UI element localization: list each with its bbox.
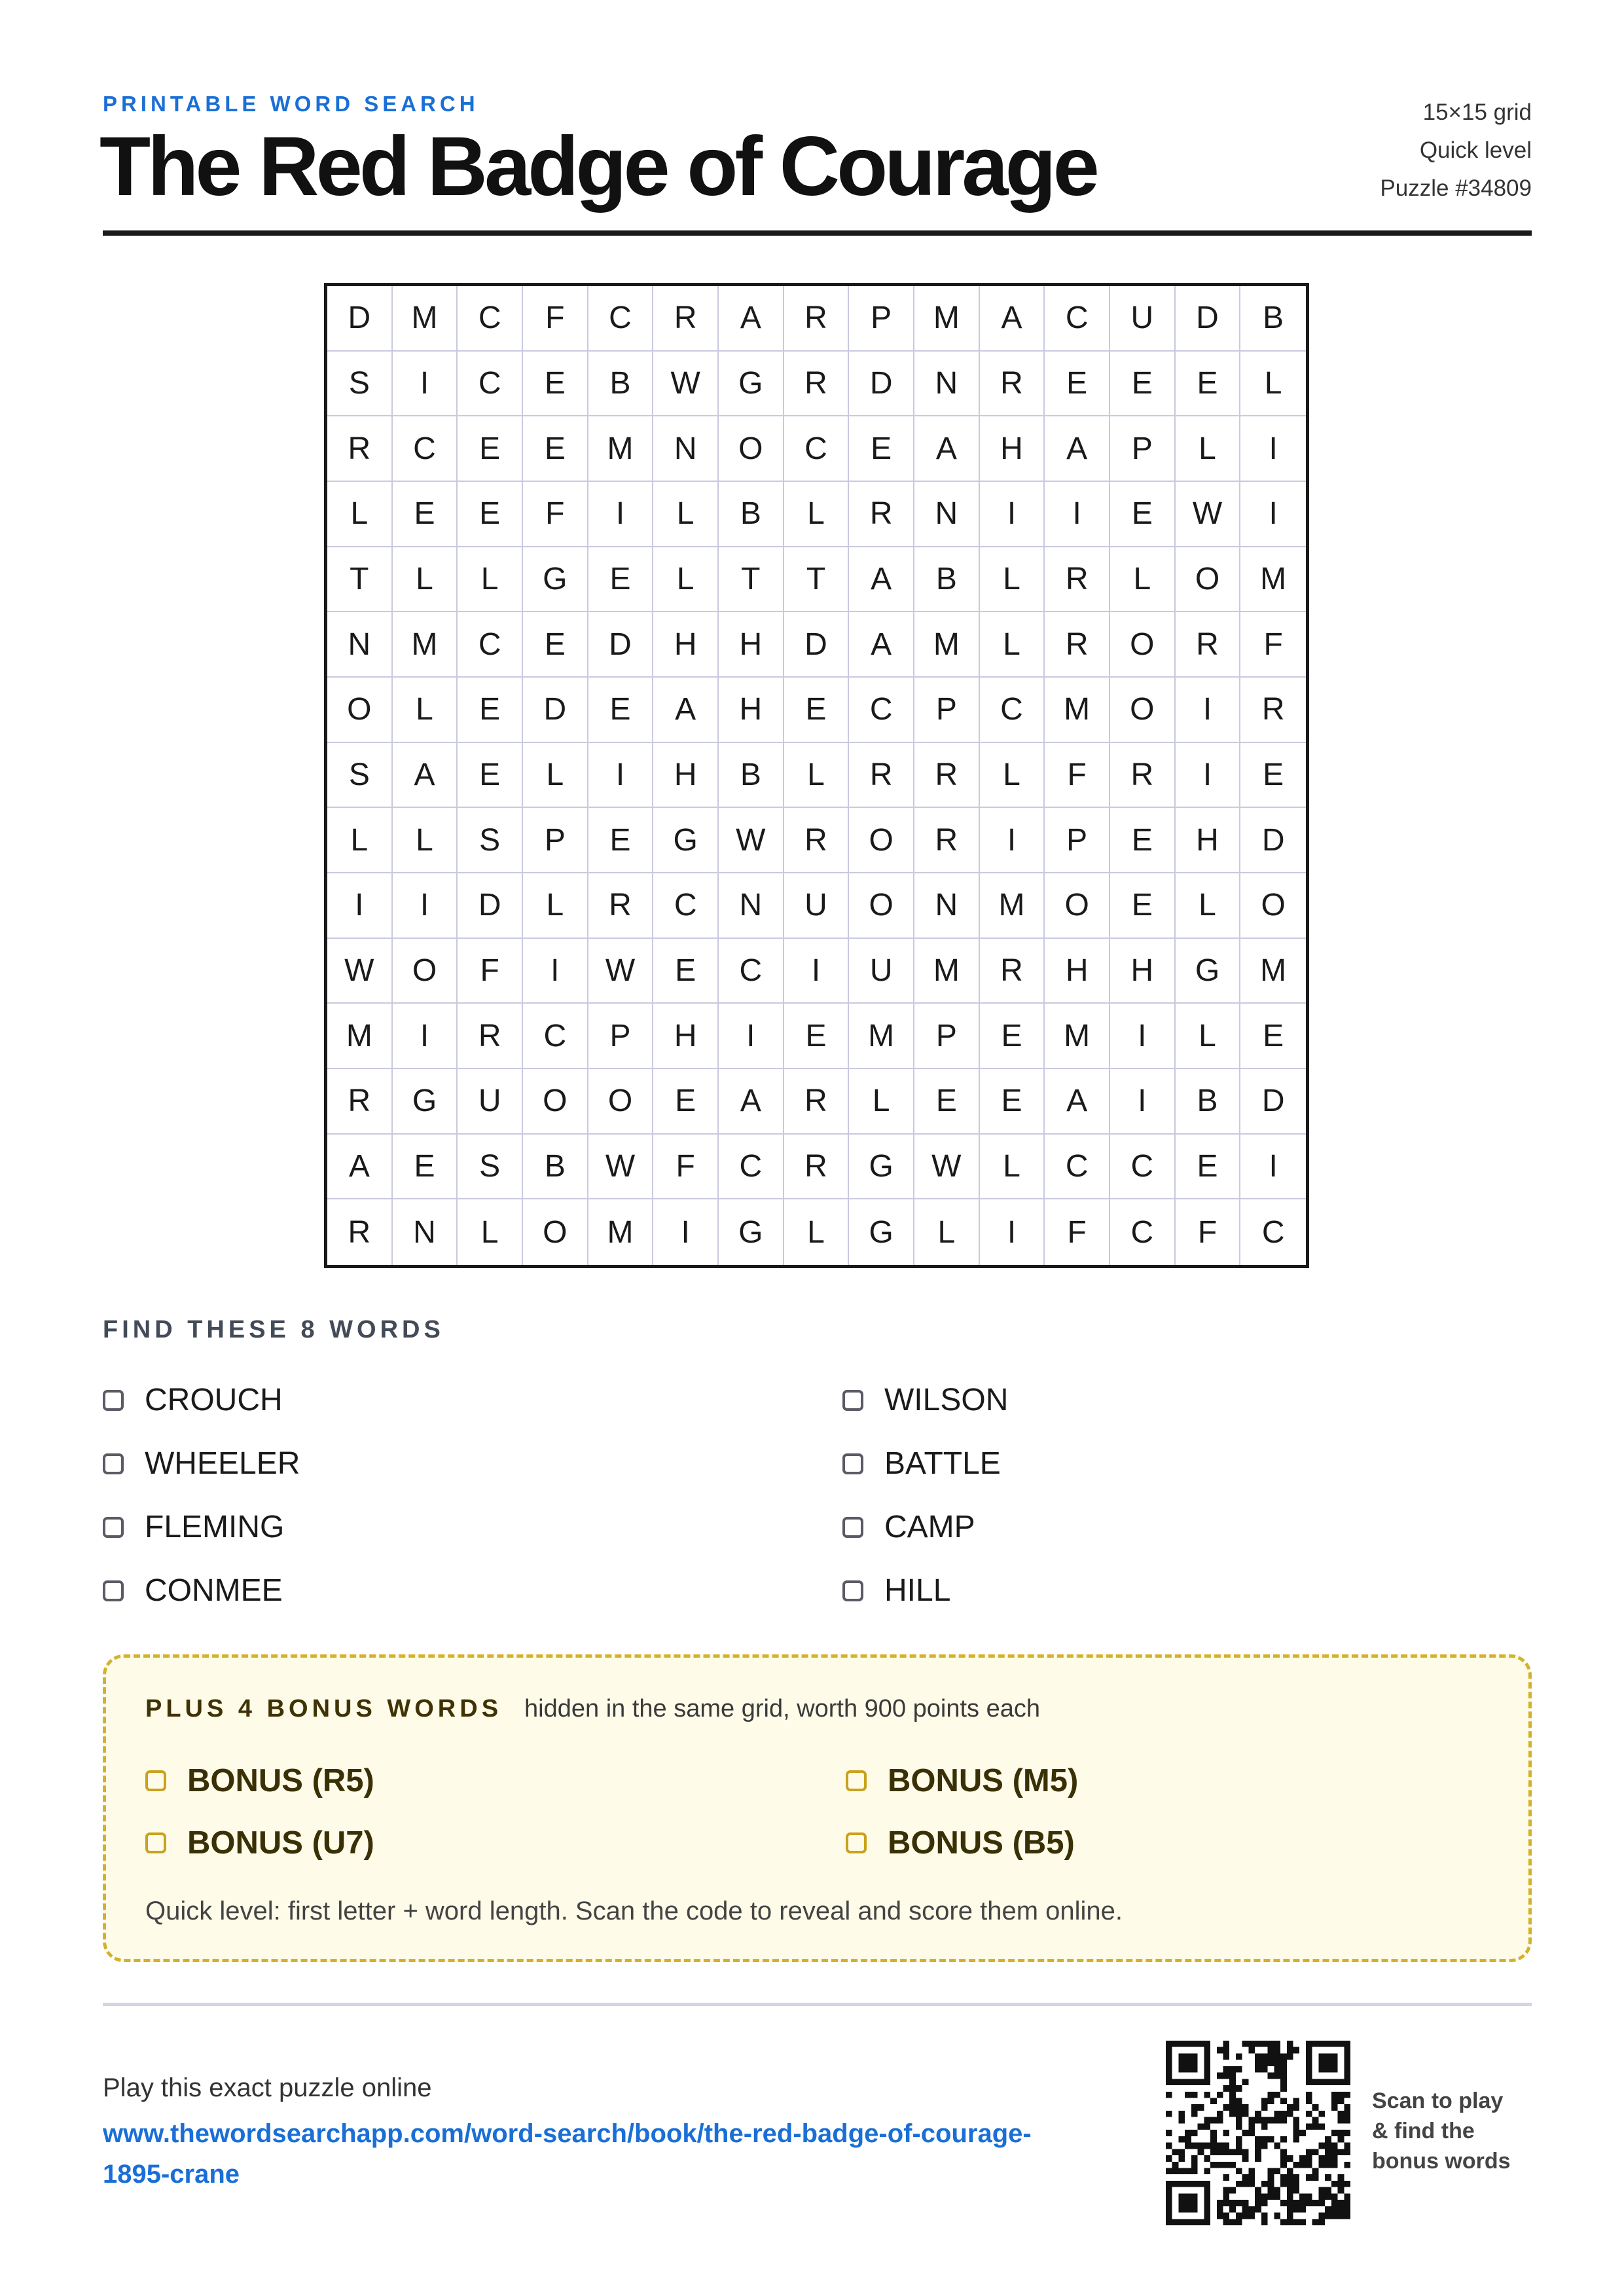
grid-cell[interactable]: R	[914, 808, 980, 873]
grid-cell[interactable]: B	[719, 743, 784, 809]
grid-cell[interactable]: H	[653, 612, 719, 678]
word-list-title: FIND THESE 8 WORDS	[103, 1316, 444, 1343]
checkbox[interactable]	[842, 1390, 863, 1411]
grid-cell[interactable]: N	[393, 1199, 458, 1265]
grid-cell[interactable]: C	[1261, 1214, 1285, 1250]
grid-cell[interactable]: R	[1176, 612, 1241, 678]
grid-cell[interactable]: W	[653, 352, 719, 417]
grid-cell[interactable]: C	[784, 416, 850, 482]
grid-cell[interactable]: S	[327, 352, 393, 417]
grid-cell[interactable]: O	[1045, 873, 1110, 939]
grid-cell[interactable]: L	[784, 482, 850, 547]
grid-cell[interactable]: C	[588, 286, 654, 352]
word-item[interactable]	[842, 1495, 1532, 1559]
grid-cell[interactable]: R	[588, 873, 654, 939]
grid-cell[interactable]: A	[653, 678, 719, 743]
bonus-word-item[interactable]	[145, 1749, 846, 1812]
grid-cell[interactable]: L	[458, 547, 523, 613]
grid-cell[interactable]: C	[458, 612, 523, 678]
grid-cell[interactable]: G	[719, 352, 784, 417]
grid-cell[interactable]: L	[1176, 416, 1241, 482]
checkbox[interactable]	[842, 1580, 863, 1601]
grid-cell[interactable]: G	[523, 547, 588, 613]
grid-cell[interactable]: R	[1045, 612, 1110, 678]
grid-cell[interactable]: M	[588, 416, 654, 482]
grid-cell[interactable]: L	[393, 678, 458, 743]
grid-cell[interactable]: N	[327, 612, 393, 678]
grid-cell[interactable]: R	[914, 743, 980, 809]
grid-cell[interactable]: E	[980, 1069, 1045, 1135]
grid-cell[interactable]: L	[1110, 547, 1176, 613]
grid-cell[interactable]: M	[588, 1199, 654, 1265]
grid-cell[interactable]: G	[653, 808, 719, 873]
bonus-word-item[interactable]	[846, 1812, 1496, 1874]
grid-cell[interactable]: H	[719, 612, 784, 678]
grid-cell[interactable]: E	[523, 612, 588, 678]
grid-cell[interactable]: F	[1045, 1199, 1110, 1265]
grid-cell[interactable]: L	[980, 547, 1045, 613]
grid-cell[interactable]: D	[523, 678, 588, 743]
grid-cell[interactable]: U	[1110, 286, 1176, 352]
level-label: Quick level	[1419, 137, 1532, 163]
grid-cell[interactable]: P	[588, 1004, 654, 1069]
grid-cell[interactable]: L	[523, 743, 588, 809]
grid-cell[interactable]: O	[1176, 547, 1241, 613]
grid-cell[interactable]: C	[458, 352, 523, 417]
grid-cell[interactable]: A	[849, 612, 914, 678]
grid-cell[interactable]: O	[849, 873, 914, 939]
grid-cell[interactable]: I	[1110, 1069, 1176, 1135]
grid-size-label: 15×15 grid	[1422, 100, 1532, 125]
grid-cell[interactable]: N	[653, 416, 719, 482]
bonus-word-item[interactable]	[145, 1812, 846, 1874]
grid-cell[interactable]: R	[327, 1199, 393, 1265]
grid-cell[interactable]: M	[393, 286, 458, 352]
grid-cell[interactable]: A	[914, 416, 980, 482]
grid-cell[interactable]: L	[1176, 1004, 1241, 1069]
grid-cell[interactable]: R	[784, 808, 850, 873]
grid-cell[interactable]: R	[784, 352, 850, 417]
grid-cell[interactable]: M	[914, 612, 980, 678]
grid-cell[interactable]: B	[1240, 286, 1306, 352]
grid-cell[interactable]: A	[393, 743, 458, 809]
grid-cell[interactable]: C	[1110, 1199, 1176, 1265]
grid-cell[interactable]: P	[914, 678, 980, 743]
grid-cell[interactable]: L	[849, 1069, 914, 1135]
word-label: CROUCH	[145, 1383, 283, 1417]
grid-cell[interactable]: L	[653, 482, 719, 547]
grid-cell[interactable]: D	[849, 352, 914, 417]
grid-cell[interactable]: A	[719, 1069, 784, 1135]
grid-cell[interactable]: O	[719, 416, 784, 482]
grid-cell[interactable]: N	[719, 873, 784, 939]
grid-cell[interactable]: E	[1240, 743, 1306, 809]
grid-cell[interactable]: F	[653, 1135, 719, 1200]
grid-cell[interactable]: H	[1176, 808, 1241, 873]
grid-cell[interactable]: I	[588, 743, 654, 809]
grid-cell[interactable]: E	[393, 1135, 458, 1200]
grid-cell[interactable]: R	[1240, 678, 1306, 743]
grid-cell[interactable]: M	[393, 612, 458, 678]
grid-cell[interactable]: R	[1045, 547, 1110, 613]
bonus-title: PLUS 4 BONUS WORDS	[145, 1695, 503, 1722]
grid-cell[interactable]: M	[849, 1004, 914, 1069]
grid-cell[interactable]: G	[1176, 939, 1241, 1004]
grid-cell[interactable]: L	[980, 1135, 1045, 1200]
footer-divider	[103, 2003, 1532, 2006]
grid-cell[interactable]: I	[1240, 1135, 1306, 1200]
grid-cell[interactable]: M	[914, 939, 980, 1004]
word-item[interactable]	[103, 1559, 842, 1622]
grid-cell[interactable]: G	[849, 1199, 914, 1265]
grid-cell[interactable]: E	[458, 678, 523, 743]
grid-cell[interactable]: E	[458, 743, 523, 809]
grid-cell[interactable]: I	[653, 1199, 719, 1265]
grid-cell[interactable]: E	[1110, 873, 1176, 939]
checkbox[interactable]	[842, 1453, 863, 1474]
grid-cell[interactable]: P	[849, 286, 914, 352]
grid-cell[interactable]: E	[523, 416, 588, 482]
grid-cell[interactable]: L	[523, 873, 588, 939]
play-online-label: Play this exact puzzle online	[103, 2073, 432, 2102]
grid-cell[interactable]: T	[719, 547, 784, 613]
grid-cell[interactable]: I	[1240, 482, 1306, 547]
grid-cell[interactable]: C	[1045, 1135, 1110, 1200]
word-label: FLEMING	[145, 1510, 285, 1544]
grid-cell[interactable]: C	[653, 873, 719, 939]
grid-cell[interactable]: R	[784, 1135, 850, 1200]
grid-cell[interactable]: F	[458, 939, 523, 1004]
grid-cell[interactable]: H	[1045, 939, 1110, 1004]
grid-cell[interactable]: F	[1240, 612, 1306, 678]
qr-code-icon[interactable]	[1166, 2041, 1350, 2225]
grid-cell[interactable]: E	[653, 1069, 719, 1135]
grid-cell[interactable]: O	[588, 1069, 654, 1135]
grid-cell[interactable]: B	[588, 352, 654, 417]
grid-cell[interactable]: T	[784, 547, 850, 613]
grid-cell[interactable]: W	[588, 1135, 654, 1200]
grid-cell[interactable]: R	[327, 1069, 393, 1135]
word-item[interactable]	[842, 1559, 1532, 1622]
grid-cell[interactable]: C	[393, 416, 458, 482]
grid-cell[interactable]: W	[588, 939, 654, 1004]
puzzle-number-label: Puzzle #34809	[1380, 175, 1532, 201]
grid-cell[interactable]: B	[523, 1135, 588, 1200]
puzzle-meta	[1380, 94, 1532, 208]
grid-cell[interactable]: E	[1110, 808, 1176, 873]
grid-cell[interactable]: M	[327, 1004, 393, 1069]
grid-cell[interactable]: O	[523, 1069, 588, 1135]
grid-cell[interactable]: W	[719, 808, 784, 873]
grid-cell[interactable]: L	[980, 743, 1045, 809]
bonus-subtitle: hidden in the same grid, worth 900 points each	[524, 1695, 1040, 1722]
grid-cell[interactable]: L	[327, 482, 393, 547]
grid-cell[interactable]: D	[327, 286, 393, 352]
word-label: WHEELER	[145, 1446, 300, 1481]
grid-cell[interactable]: R	[327, 416, 393, 482]
checkbox[interactable]	[103, 1580, 124, 1601]
word-item[interactable]	[103, 1495, 842, 1559]
puzzle-url-link[interactable]: www.thewordsearchapp.com/word-search/book/the-red-badge-of-courage-1895-crane	[103, 2119, 1032, 2189]
grid-cell[interactable]: I	[393, 352, 458, 417]
grid-cell[interactable]: R	[458, 1004, 523, 1069]
grid-cell[interactable]: O	[1110, 612, 1176, 678]
grid-cell[interactable]: G	[849, 1135, 914, 1200]
bonus-panel	[103, 1654, 1532, 1962]
bonus-word-label: BONUS (M5)	[888, 1762, 1079, 1798]
grid-cell[interactable]: L	[784, 1199, 850, 1265]
grid-cell[interactable]: C	[1045, 286, 1110, 352]
grid-cell[interactable]: B	[719, 482, 784, 547]
grid-cell[interactable]: D	[1240, 808, 1306, 873]
grid-cell[interactable]: L	[784, 743, 850, 809]
bonus-checkbox[interactable]	[145, 1770, 166, 1791]
grid-cell[interactable]: O	[393, 939, 458, 1004]
grid-cell[interactable]: U	[784, 873, 850, 939]
grid-cell[interactable]: E	[980, 1004, 1045, 1069]
bonus-word-item[interactable]	[846, 1749, 1496, 1812]
word-item[interactable]	[103, 1368, 842, 1432]
grid-cell[interactable]: L	[327, 808, 393, 873]
grid-cell[interactable]: P	[1110, 416, 1176, 482]
grid-cell[interactable]: O	[327, 678, 393, 743]
bonus-word-list	[145, 1749, 1496, 1874]
word-item[interactable]	[842, 1432, 1532, 1495]
grid-cell[interactable]: A	[1045, 416, 1110, 482]
grid-cell[interactable]: R	[980, 939, 1045, 1004]
grid-cell[interactable]: E	[588, 808, 654, 873]
qr-caption: Scan to play & find the bonus words	[1372, 2088, 1511, 2174]
grid-cell[interactable]: R	[849, 743, 914, 809]
word-label: CAMP	[884, 1510, 975, 1544]
grid-cell[interactable]: A	[327, 1135, 393, 1200]
grid-cell[interactable]: L	[980, 612, 1045, 678]
grid-cell[interactable]: N	[914, 352, 980, 417]
grid-cell[interactable]: C	[458, 286, 523, 352]
grid-cell[interactable]: U	[458, 1069, 523, 1135]
grid-cell[interactable]: C	[980, 678, 1045, 743]
word-label: CONMEE	[145, 1573, 283, 1608]
grid-cell[interactable]: D	[458, 873, 523, 939]
grid-cell[interactable]: M	[980, 873, 1045, 939]
bonus-word-label: BONUS (U7)	[187, 1825, 374, 1861]
grid-cell[interactable]: M	[1240, 939, 1306, 1004]
grid-cell[interactable]: I	[523, 939, 588, 1004]
grid-cell[interactable]: P	[1045, 808, 1110, 873]
grid-cell[interactable]: I	[719, 1004, 784, 1069]
grid-cell[interactable]: M	[1240, 547, 1306, 613]
grid-cell[interactable]: C	[523, 1004, 588, 1069]
grid-cell[interactable]: P	[914, 1004, 980, 1069]
grid-cell[interactable]: E	[849, 416, 914, 482]
grid-cell[interactable]: D	[784, 612, 850, 678]
grid-cell[interactable]: C	[719, 1135, 784, 1200]
grid-cell[interactable]: P	[523, 808, 588, 873]
grid-cell[interactable]: C	[719, 939, 784, 1004]
grid-cell[interactable]: W	[1176, 482, 1241, 547]
grid-cell[interactable]: O	[1110, 678, 1176, 743]
grid-cell[interactable]: E	[653, 939, 719, 1004]
grid-cell[interactable]: O	[849, 808, 914, 873]
grid-cell[interactable]: S	[327, 743, 393, 809]
bonus-checkbox[interactable]	[846, 1770, 867, 1791]
word-item[interactable]	[842, 1368, 1532, 1432]
grid-cell[interactable]: E	[1110, 482, 1176, 547]
word-list	[103, 1368, 1532, 1622]
grid-cell[interactable]: I	[980, 808, 1045, 873]
grid-cell[interactable]: I	[393, 873, 458, 939]
grid-cell[interactable]: G	[393, 1069, 458, 1135]
grid-cell[interactable]: I	[327, 873, 393, 939]
grid-cell[interactable]: R	[784, 286, 850, 352]
grid-cell[interactable]: H	[1110, 939, 1176, 1004]
grid-cell[interactable]: W	[914, 1135, 980, 1200]
word-label: BATTLE	[884, 1446, 1001, 1481]
grid-cell[interactable]: R	[653, 286, 719, 352]
grid-cell[interactable]: M	[914, 286, 980, 352]
grid-cell[interactable]: E	[1176, 352, 1241, 417]
bonus-word-label: BONUS (R5)	[187, 1762, 374, 1798]
checkbox[interactable]	[103, 1517, 124, 1538]
grid-cell[interactable]: S	[458, 808, 523, 873]
grid-cell[interactable]: E	[523, 352, 588, 417]
grid-cell[interactable]: A	[1045, 1069, 1110, 1135]
word-item[interactable]	[103, 1432, 842, 1495]
grid-cell[interactable]: N	[914, 873, 980, 939]
grid-cell[interactable]: F	[523, 286, 588, 352]
grid-cell[interactable]: L	[653, 547, 719, 613]
grid-cell[interactable]: L	[914, 1199, 980, 1265]
bonus-header	[145, 1695, 1040, 1723]
grid-cell[interactable]: L	[393, 547, 458, 613]
grid-cell[interactable]: I	[588, 482, 654, 547]
grid-cell[interactable]: I	[980, 1199, 1045, 1265]
grid-cell[interactable]: E	[458, 416, 523, 482]
bonus-checkbox[interactable]	[145, 1832, 166, 1853]
grid-cell[interactable]: R	[784, 1069, 850, 1135]
grid-cell[interactable]: D	[588, 612, 654, 678]
grid-cell[interactable]: R	[849, 482, 914, 547]
grid-cell[interactable]: M	[1045, 678, 1110, 743]
word-label: HILL	[884, 1573, 951, 1608]
grid-cell[interactable]: C	[1110, 1135, 1176, 1200]
grid-cell[interactable]: W	[327, 939, 393, 1004]
grid-cell[interactable]: I	[1240, 416, 1306, 482]
grid-cell[interactable]: E	[784, 1004, 850, 1069]
grid-cell[interactable]: O	[1240, 873, 1306, 939]
word-search-grid[interactable]	[324, 283, 1309, 1268]
grid-cell[interactable]: I	[393, 1004, 458, 1069]
checkbox[interactable]	[103, 1453, 124, 1474]
grid-cell[interactable]: E	[1240, 1004, 1306, 1069]
bonus-word-label: BONUS (B5)	[888, 1825, 1075, 1861]
grid-cell[interactable]: G	[719, 1199, 784, 1265]
grid-cell[interactable]: A	[849, 547, 914, 613]
grid-cell[interactable]: E	[1110, 352, 1176, 417]
grid-cell[interactable]: D	[1176, 286, 1241, 352]
page-kicker: PRINTABLE WORD SEARCH	[103, 92, 479, 116]
bonus-note: Quick level: first letter + word length. Scan the code to reveal and score them online.	[145, 1897, 1123, 1925]
grid-cell[interactable]: A	[980, 286, 1045, 352]
grid-cell[interactable]: B	[914, 547, 980, 613]
grid-cell[interactable]: D	[1240, 1069, 1306, 1135]
grid-cell[interactable]: I	[1176, 678, 1241, 743]
grid-cell[interactable]: E	[784, 678, 850, 743]
grid-cell[interactable]: E	[914, 1069, 980, 1135]
bonus-checkbox[interactable]	[846, 1832, 867, 1853]
grid-cell[interactable]: S	[458, 1135, 523, 1200]
grid-cell[interactable]: N	[914, 482, 980, 547]
grid-cell[interactable]: R	[1110, 743, 1176, 809]
grid-cell[interactable]: H	[653, 743, 719, 809]
page-title: The Red Badge of Courage	[99, 120, 1096, 213]
grid-cell[interactable]: L	[458, 1199, 523, 1265]
grid-cell[interactable]: I	[784, 939, 850, 1004]
grid-cell[interactable]: F	[1176, 1199, 1241, 1265]
grid-cell[interactable]: H	[719, 678, 784, 743]
grid-cell[interactable]: O	[523, 1199, 588, 1265]
grid-cell[interactable]: H	[653, 1004, 719, 1069]
grid-cell[interactable]: U	[849, 939, 914, 1004]
grid-cell[interactable]: E	[588, 678, 654, 743]
word-label: WILSON	[884, 1383, 1009, 1417]
grid-cell[interactable]: E	[1176, 1135, 1241, 1200]
grid-cell[interactable]: L	[1176, 873, 1241, 939]
grid-cell[interactable]: T	[327, 547, 393, 613]
grid-cell[interactable]: R	[980, 352, 1045, 417]
grid-cell[interactable]: I	[980, 482, 1045, 547]
grid-cell[interactable]: I	[1045, 482, 1110, 547]
grid-cell[interactable]: E	[1045, 352, 1110, 417]
checkbox[interactable]	[842, 1517, 863, 1538]
grid-cell[interactable]: I	[1176, 743, 1241, 809]
grid-cell[interactable]: M	[1045, 1004, 1110, 1069]
grid-cell[interactable]: C	[849, 678, 914, 743]
grid-cell[interactable]: E	[588, 547, 654, 613]
header-divider	[103, 230, 1532, 236]
grid-cell[interactable]: H	[980, 416, 1045, 482]
checkbox[interactable]	[103, 1390, 124, 1411]
grid-cell[interactable]: B	[1176, 1069, 1241, 1135]
grid-cell[interactable]: L	[1240, 352, 1306, 417]
grid-cell[interactable]: E	[458, 482, 523, 547]
grid-cell[interactable]: I	[1110, 1004, 1176, 1069]
grid-cell[interactable]: F	[523, 482, 588, 547]
grid-cell[interactable]: E	[393, 482, 458, 547]
grid-cell[interactable]: L	[393, 808, 458, 873]
grid-cell[interactable]: A	[719, 286, 784, 352]
grid-cell[interactable]: F	[1045, 743, 1110, 809]
